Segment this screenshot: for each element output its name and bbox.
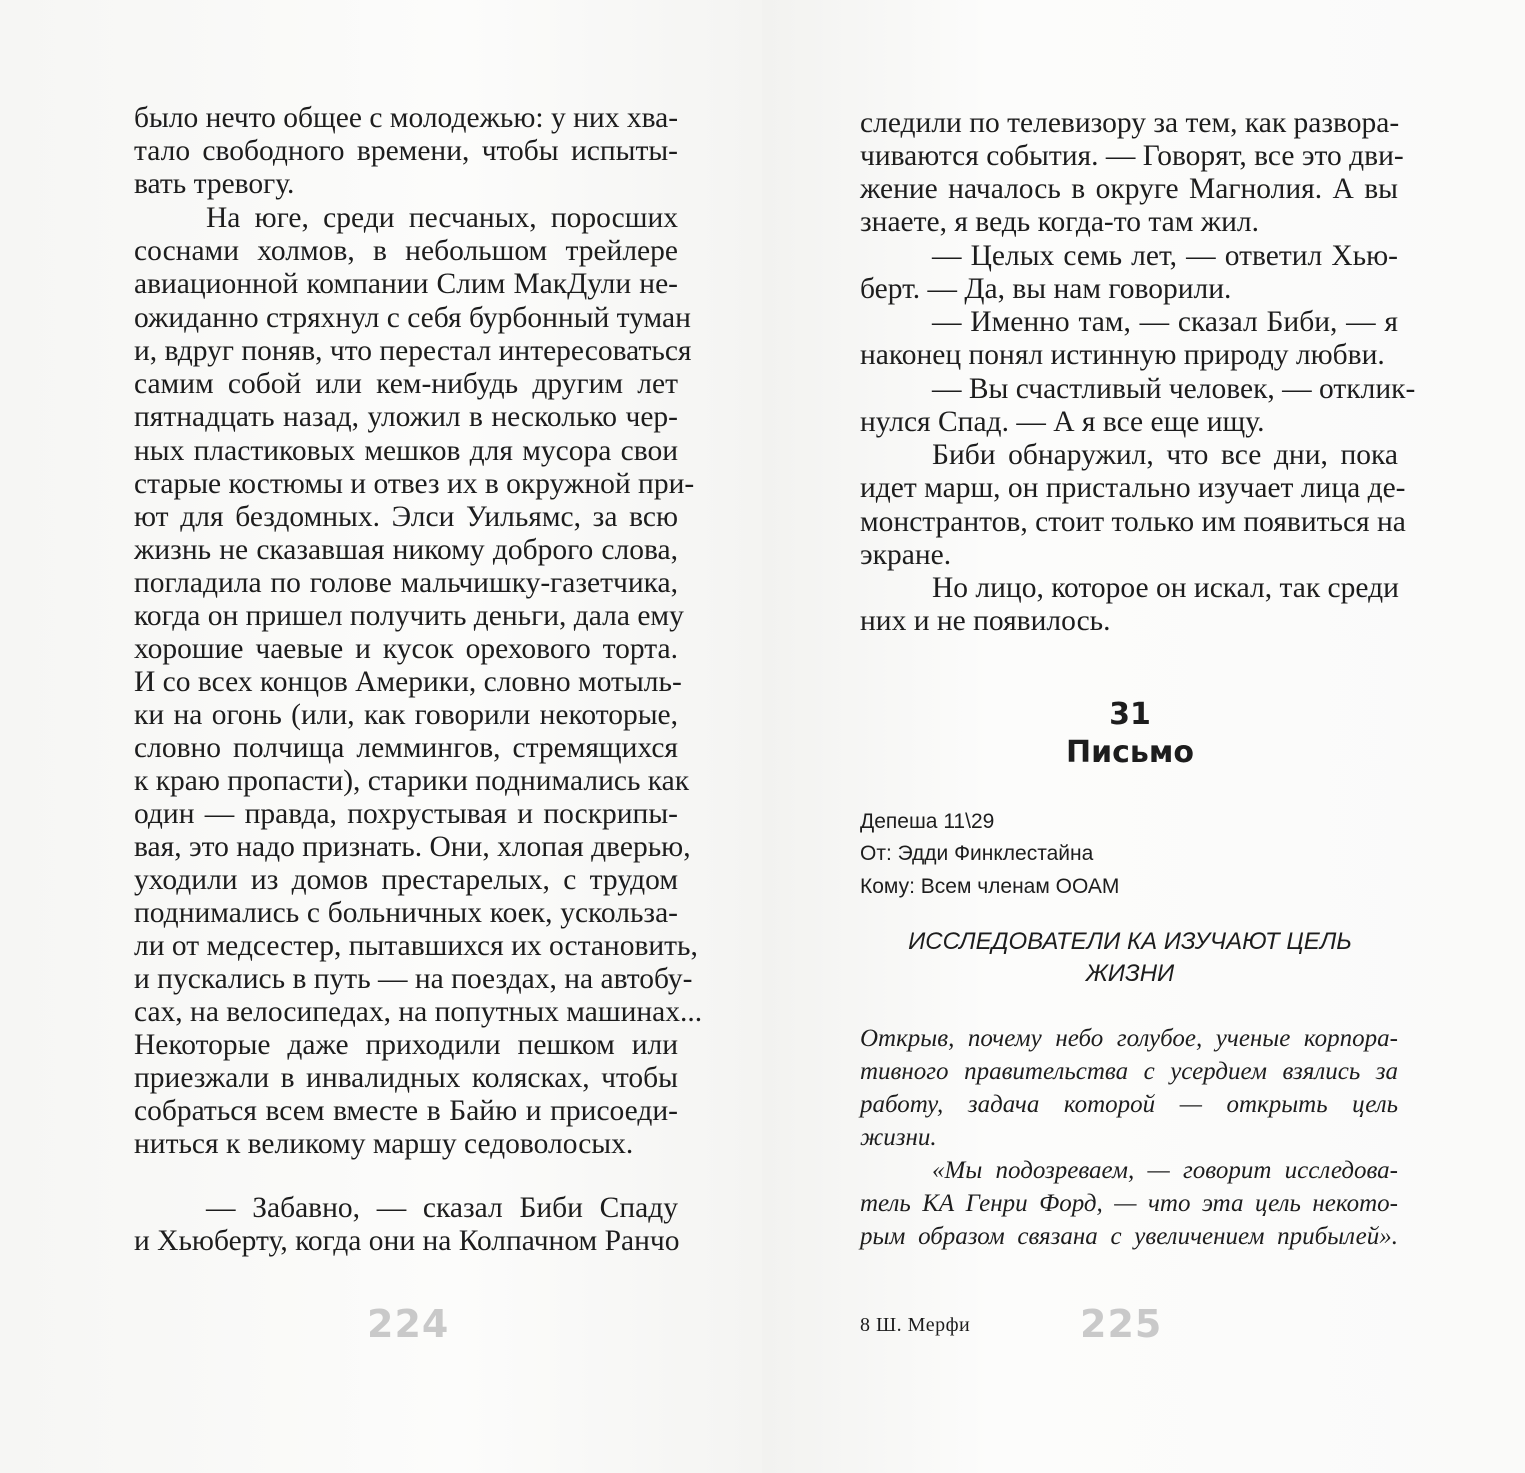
italic-line: «Мы подозреваем, — говорит исследова- [932, 1157, 1398, 1184]
text-line: пятнадцать назад, уложил в несколько чер- [134, 401, 678, 433]
memo-from: От: Эдди Финклестайна [860, 842, 1094, 865]
text-line: экране. [860, 539, 952, 571]
italic-line: тивного правительства с усердием взялись за [860, 1058, 1398, 1085]
text-line: и Хьюберту, когда они на Колпачном Ранчо [134, 1225, 680, 1257]
italic-line: рым образом связана с увеличением прибылей». [860, 1223, 1398, 1250]
text-line: Но лицо, которое он искал, так среди [932, 572, 1399, 604]
memo-dispatch: Депеша 11\29 [860, 810, 995, 833]
italic-line: тель КА Генри Форд, — что эта цель некото- [860, 1190, 1398, 1217]
text-line: когда он пришел получить деньги, дала ему [134, 600, 684, 632]
italic-line: жизни. [860, 1124, 937, 1151]
text-line: На юге, среди песчаных, поросших [206, 202, 678, 234]
text-line: вать тревогу. [134, 168, 295, 200]
text-line: идет марш, он пристально изучает лица де- [860, 472, 1406, 504]
text-line: — Забавно, — сказал Биби Спаду [206, 1192, 678, 1224]
text-line: ки на огонь (или, как говорили некоторые, [134, 699, 678, 731]
text-line: Биби обнаружил, что все дни, пока [932, 439, 1398, 471]
text-line: ных пластиковых мешков для мусора свои [134, 435, 678, 467]
text-line: — Вы счастливый человек, — отклик- [932, 373, 1416, 405]
italic-line: работу, задача которой — открыть цель [860, 1091, 1398, 1118]
memo-headline-line: ИССЛЕДОВАТЕЛИ КА ИЗУЧАЮТ ЦЕЛЬ [908, 928, 1352, 955]
text-line: словно полчища леммингов, стремящихся [134, 732, 678, 764]
text-line: тало свободного времени, чтобы испыты- [134, 135, 678, 167]
italic-line: Открыв, почему небо голубое, ученые корпора- [860, 1025, 1398, 1052]
text-line: старые костюмы и отвез их в окружной при- [134, 468, 695, 500]
text-line: — Целых семь лет, — ответил Хью- [932, 240, 1398, 272]
text-line: берт. — Да, вы нам говорили. [860, 273, 1232, 305]
text-line: Некоторые даже приходили пешком или [134, 1029, 678, 1061]
text-line: и, вдруг поняв, что перестал интересоваться [134, 335, 692, 367]
text-line: ниться к великому маршу седоволосых. [134, 1128, 634, 1160]
text-line: жизнь не сказавшая никому доброго слова, [134, 534, 678, 566]
text-line: И со всех концов Америки, словно мотыль- [134, 666, 682, 698]
text-line: вая, это надо признать. Они, хлопая дверью, [134, 831, 691, 863]
text-line: — Именно там, — сказал Биби, — я [932, 306, 1398, 338]
memo-body [860, 0, 1416, 1473]
chapter-title: Письмо [1065, 735, 1194, 770]
page-number-left: 224 [367, 1302, 450, 1346]
text-line: к краю пропасти), старики поднимались как [134, 765, 690, 797]
page-number-right: 225 [1080, 1302, 1163, 1346]
text-line: собраться всем вместе в Байю и присоеди- [134, 1095, 678, 1127]
footer-author: 8 Ш. Мерфи [860, 1314, 971, 1336]
text-line: них и не появилось. [860, 605, 1111, 637]
chapter-number: 31 [1109, 697, 1151, 732]
text-line: поднимались с больничных коек, ускольза- [134, 897, 678, 929]
text-line: соснами холмов, в небольшом трейлере [134, 235, 678, 267]
text-line: сах, на велосипедах, на попутных машинах... [134, 996, 703, 1028]
text-line: монстрантов, стоит только им появиться на [860, 506, 1406, 538]
text-line: уходили из домов престарелых, с трудом [134, 864, 678, 896]
text-line: ли от медсестер, пытавшихся их остановить, [134, 930, 698, 962]
text-line: и пускались в путь — на поездах, на автобу- [134, 963, 693, 995]
text-line: авиационной компании Слим МакДули не- [134, 268, 678, 300]
text-line: погладила по голове мальчишку-газетчика, [134, 567, 678, 599]
text-line: жение началось в округе Магнолия. А вы [860, 173, 1398, 205]
text-line: ют для бездомных. Элси Уильямс, за всю [134, 501, 678, 533]
text-line: самим собой или кем-нибудь другим лет [134, 368, 678, 400]
text-line: следили по телевизору за тем, как развора- [860, 107, 1400, 139]
text-line: нулся Спад. — А я все еще ищу. [860, 406, 1265, 438]
left-page-text [0, 0, 762, 1473]
text-line: знаете, я ведь когда-то там жил. [860, 206, 1260, 238]
text-line: наконец понял истинную природу любви. [860, 339, 1385, 371]
memo-headline-line: ЖИЗНИ [1085, 960, 1175, 987]
text-line: приезжали в инвалидных колясках, чтобы [134, 1062, 678, 1094]
memo-to: Кому: Всем членам ООАМ [860, 875, 1120, 898]
text-line: один — правда, похрустывая и поскрипы- [134, 798, 678, 830]
text-line: чиваются события. — Говорят, все это дви- [860, 140, 1404, 172]
text-line: было нечто общее с молодежью: у них хва- [134, 102, 679, 134]
text-line: ожиданно стряхнул с себя бурбонный туман [134, 302, 691, 334]
text-line: хорошие чаевые и кусок орехового торта. [134, 633, 678, 665]
